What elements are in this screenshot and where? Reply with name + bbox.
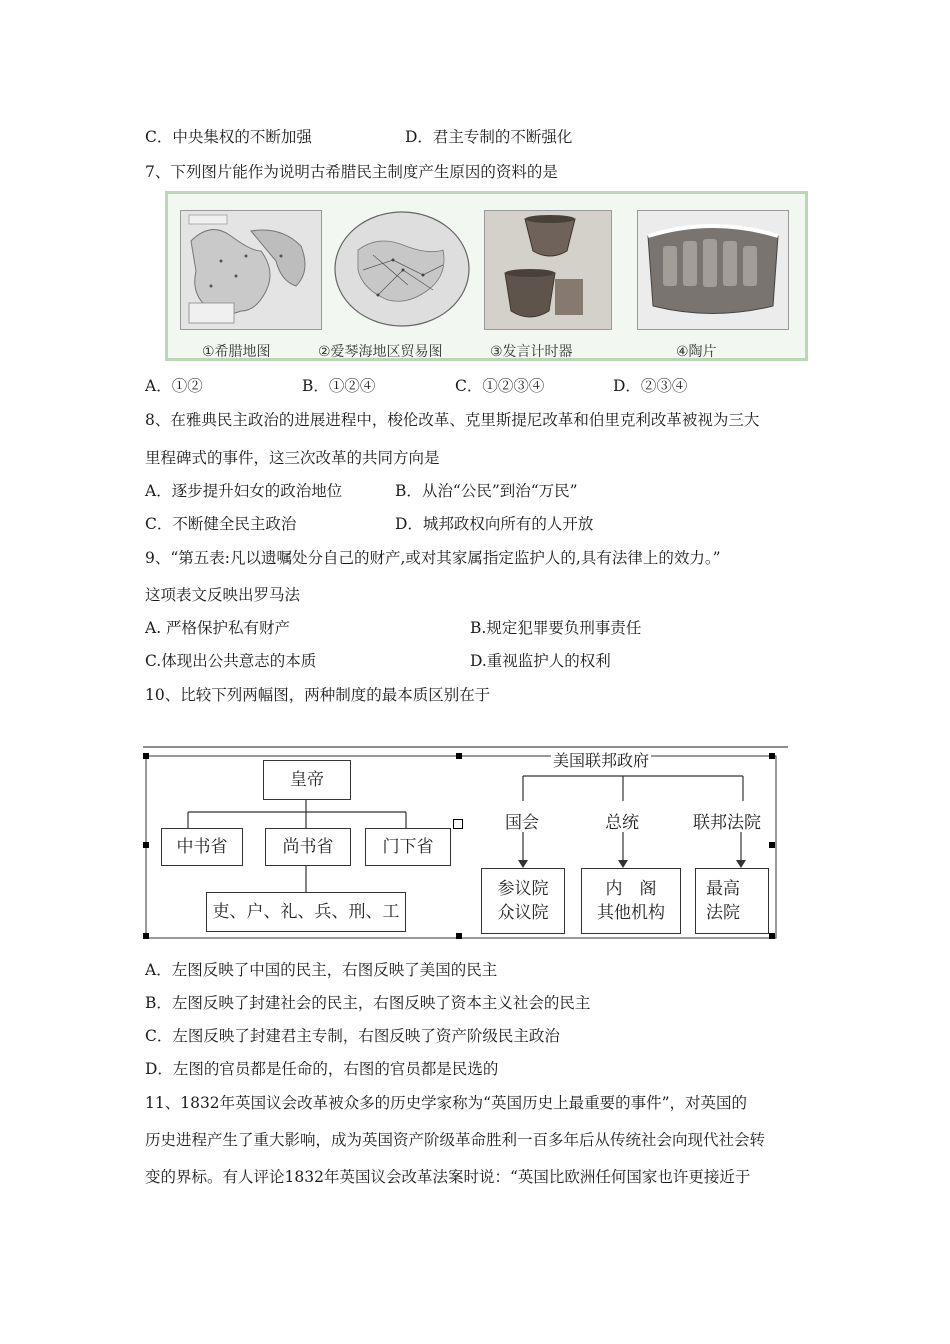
zhongshu-box: 中书省	[161, 828, 243, 866]
aegean-trade-map-image	[333, 210, 471, 328]
cabinet-box	[581, 868, 681, 934]
congress-houses-box	[481, 868, 565, 934]
q10-option-d: D．左图的官员都是任命的，右图的官员都是民选的	[145, 1060, 499, 1078]
federal-court-label: 联邦法院	[693, 813, 761, 833]
q8-option-c: C．不断健全民主政治	[145, 515, 297, 533]
q7-option-c: C．①②③④	[455, 377, 545, 395]
q10-option-a: A．左图反映了中国的民主，右图反映了美国的民主	[145, 961, 498, 979]
caption-speech-timer: ③发言计时器	[490, 344, 573, 360]
q11-line3: 变的界标。有人评论1832年英国议会改革法案时说：“英国比欧洲任何国家也许更接近于	[145, 1168, 751, 1186]
q9-option-d: D.重视监护人的权利	[470, 652, 611, 670]
senate-label: 参议院	[497, 879, 549, 899]
other-agencies-label: 其他机构	[597, 903, 665, 923]
q9-option-a: A. 严格保护私有财产	[145, 619, 291, 637]
q6-option-d: D．君主专制的不断强化	[405, 128, 573, 146]
pottery-shards-image	[637, 210, 789, 330]
q11-line2: 历史进程产生了重大影响，成为英国资产阶级革命胜利一百多年后从传统社会向现代社会转	[145, 1131, 766, 1149]
q7-option-a: A．①②	[145, 377, 203, 395]
q7-option-d: D．②③④	[613, 377, 688, 395]
congress-label: 国会	[505, 813, 539, 833]
emperor-box: 皇帝	[263, 760, 351, 800]
president-label: 总统	[605, 813, 639, 833]
q9-option-b: B.规定犯罪要负刑事责任	[470, 619, 642, 637]
greece-map-image	[180, 210, 322, 330]
q8-stem-line2: 里程碑式的事件，这三次改革的共同方向是	[145, 449, 440, 467]
q7-stem: 7、下列图片能作为说明古希腊民主制度产生原因的资料的是	[145, 163, 558, 181]
caption-aegean-trade-map: ②爱琴海地区贸易图	[318, 344, 443, 360]
q10-option-b: B．左图反映了封建社会的民主，右图反映了资本主义社会的民主	[145, 994, 591, 1012]
caption-greece-map: ①希腊地图	[202, 344, 271, 360]
six-ministries-box: 吏、户、礼、兵、刑、工	[206, 892, 406, 932]
government-structure-diagram	[143, 746, 788, 942]
q10-option-c: C．左图反映了封建君主专制，右图反映了资产阶级民主政治	[145, 1027, 560, 1045]
q9-stem-line1: 9、“第五表:凡以遗嘱处分自己的财产,或对其家属指定监护人的,具有法律上的效力。”	[145, 549, 721, 567]
menxia-box: 门下省	[365, 828, 451, 866]
speech-timer-image	[484, 210, 612, 330]
q8-stem-line1: 8、在雅典民主政治的进展进程中，梭伦改革、克里斯提尼改革和伯里克利改革被视为三大	[145, 411, 760, 429]
house-label: 众议院	[497, 903, 549, 923]
supreme-label: 最高	[706, 879, 740, 899]
q7-option-b: B．①②④	[302, 377, 376, 395]
q8-option-b: B．从治“公民”到治“万民”	[395, 482, 578, 500]
cabinet-label: 内 阁	[605, 879, 657, 899]
q8-option-a: A．逐步提升妇女的政治地位	[145, 482, 343, 500]
q10-stem: 10、比较下列两幅图，两种制度的最本质区别在于	[145, 686, 491, 704]
court-label: 法院	[706, 903, 740, 923]
shangshu-box: 尚书省	[265, 828, 351, 866]
q6-option-c: C．中央集权的不断加强	[145, 128, 312, 146]
q11-line1: 11、1832年英国议会改革被众多的历史学家称为“英国历史上最重要的事件”，对英国的	[145, 1094, 748, 1112]
caption-pottery-shards: ④陶片	[676, 344, 717, 360]
q9-stem-line2: 这项表文反映出罗马法	[145, 586, 301, 604]
us-federal-government-label: 美国联邦政府	[551, 748, 651, 771]
q9-option-c: C.体现出公共意志的本质	[145, 652, 317, 670]
q8-option-d: D．城邦政权向所有的人开放	[395, 515, 594, 533]
supreme-court-box	[695, 868, 769, 934]
q7-image-strip	[165, 191, 808, 361]
